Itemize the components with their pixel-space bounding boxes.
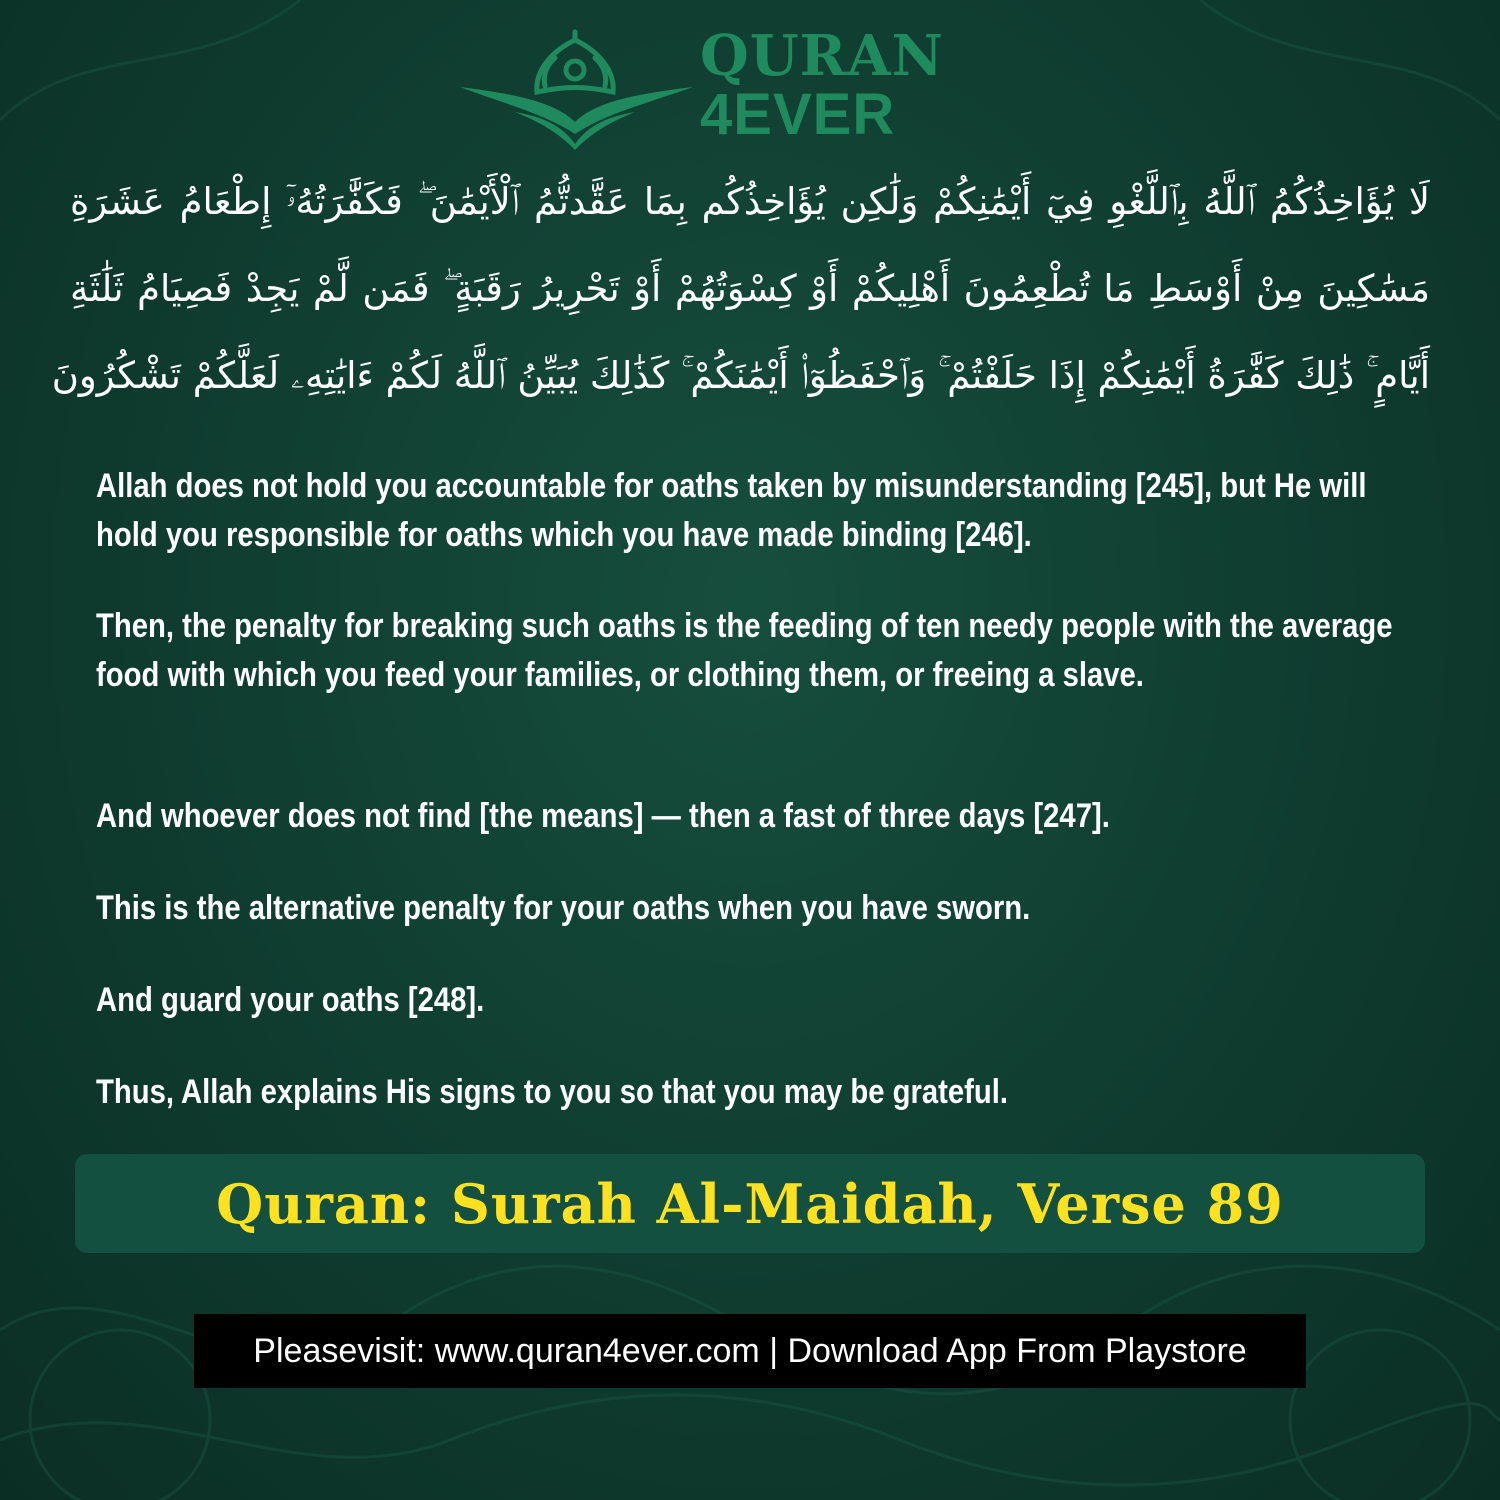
arabic-line: لَا يُؤَاخِذُكُمُ ٱللَّهُ بِٱللَّغْوِ فِيٓ أَيْمَٰنِكُمْ وَلَٰكِن يُؤَاخِذُكُم بِمَا عَقَّدتُّمُ ٱلْأَيْمَٰنَ ۖ فَكَفَّٰرَتُهُۥٓ إِطْعَامُ عَشَرَةِ	[70, 180, 1430, 223]
brand-name-line1: QURAN	[700, 23, 944, 89]
footer-banner	[194, 1314, 1306, 1388]
footer-text: Pleasevisit: www.quran4ever.com | Download App From Playstore	[253, 1331, 1247, 1370]
brand-name-line2: 4EVER	[700, 82, 896, 147]
arabic-verse	[51, 158, 1430, 419]
translation-paragraph: Then, the penalty for breaking such oaths is the feeding of ten needy people with the average food with which you feed your families, or clothing them, or freeing a slave.	[96, 607, 1393, 694]
brand-logo	[455, 22, 944, 152]
mosque-dome-logo-icon	[455, 22, 700, 152]
translation-paragraph: And whoever does not find [the means] — then a fast of three days [247].	[96, 797, 1110, 835]
arabic-line: أَيَّامٍ ۚ ذَٰلِكَ كَفَّٰرَةُ أَيْمَٰنِكُمْ إِذَا حَلَفْتُمْ ۚ وَٱحْفَظُوٓا۟ أَيْمَٰنَكُمْ ۚ كَذَٰلِكَ يُبَيِّنُ ٱللَّهُ لَكُمْ ءَايَٰتِهِۦ لَعَلَّكُمْ تَشْكُرُونَ	[51, 354, 1430, 397]
verse-reference: Quran: Surah Al-Maidah, Verse 89	[216, 1171, 1284, 1236]
translation-paragraph: And guard your oaths [248].	[96, 981, 485, 1019]
translation-paragraph: Allah does not hold you accountable for oaths taken by misunderstanding [245], but He will hold you responsible for oaths which you have made binding [246].	[96, 467, 1367, 554]
arabic-line: مَسَٰكِينَ مِنْ أَوْسَطِ مَا تُطْعِمُونَ أَهْلِيكُمْ أَوْ كِسْوَتُهُمْ أَوْ تَحْرِيرُ رَقَبَةٍ ۖ فَمَن لَّمْ يَجِدْ فَصِيَامُ ثَلَٰثَةِ	[70, 267, 1430, 310]
verse-reference-box	[75, 1154, 1425, 1253]
translation-paragraph: This is the alternative penalty for your oaths when you have sworn.	[96, 889, 1031, 927]
translation-paragraph: Thus, Allah explains His signs to you so that you may be grateful.	[96, 1073, 1009, 1111]
